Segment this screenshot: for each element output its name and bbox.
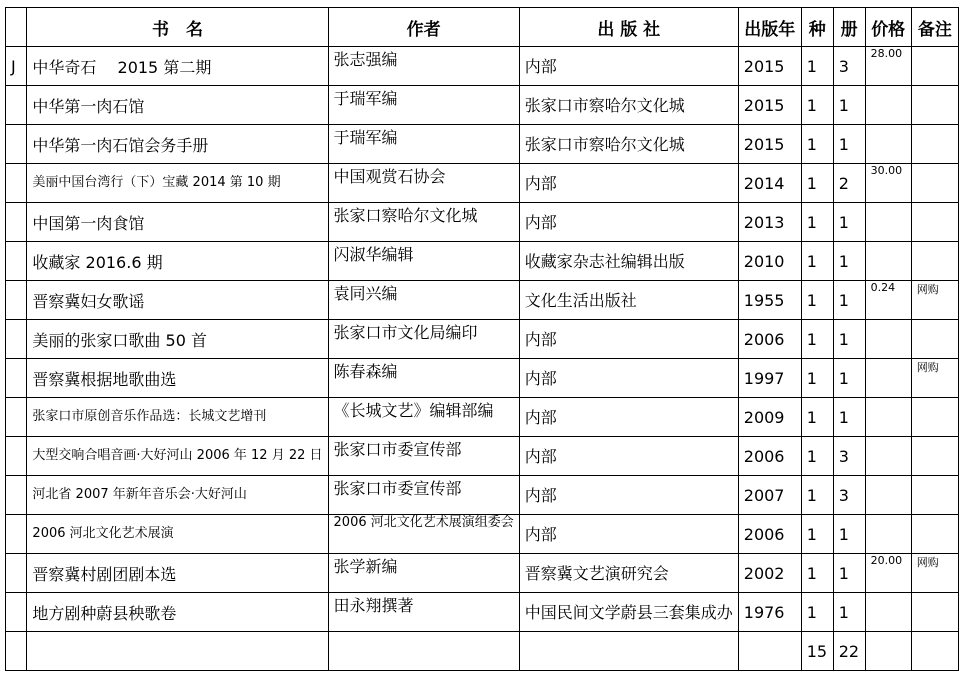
empty-cell <box>328 632 519 671</box>
book-publisher: 张家口市察哈尔文化城 <box>519 125 738 164</box>
book-price <box>865 593 911 632</box>
volume-count: 1 <box>833 515 865 554</box>
book-note <box>911 203 958 242</box>
empty-cell <box>738 632 801 671</box>
kind-count: 1 <box>801 203 833 242</box>
kind-count: 1 <box>801 164 833 203</box>
table-row <box>6 86 959 125</box>
header-row <box>6 8 959 47</box>
book-note <box>911 164 958 203</box>
kind-count: 1 <box>801 437 833 476</box>
table-row <box>6 437 959 476</box>
book-author: 2006 河北文化艺术展演组委会 <box>328 515 519 554</box>
book-price <box>865 515 911 554</box>
header-year: 出版年 <box>738 8 801 47</box>
header-note: 备注 <box>911 8 958 47</box>
book-title: 晋察冀根据地歌曲选 <box>27 359 328 398</box>
book-publisher: 内部 <box>519 398 738 437</box>
book-title: 中华第一肉石馆会务手册 <box>27 125 328 164</box>
book-price <box>865 86 911 125</box>
table-row <box>6 125 959 164</box>
table-row <box>6 320 959 359</box>
book-author: 田永翔撰著 <box>328 593 519 632</box>
book-note: 网购 <box>911 281 958 320</box>
row-index <box>6 203 27 242</box>
kind-count: 1 <box>801 86 833 125</box>
book-publisher: 内部 <box>519 164 738 203</box>
book-note <box>911 593 958 632</box>
table-row <box>6 476 959 515</box>
header-title: 书 名 <box>27 8 328 47</box>
book-price: 28.00 <box>865 47 911 86</box>
table-row <box>6 281 959 320</box>
row-index <box>6 164 27 203</box>
book-publisher: 内部 <box>519 359 738 398</box>
book-publisher: 内部 <box>519 203 738 242</box>
kind-count: 1 <box>801 125 833 164</box>
book-title: 晋察冀村剧团剧本选 <box>27 554 328 593</box>
volume-count: 1 <box>833 554 865 593</box>
book-author: 张家口察哈尔文化城 <box>328 203 519 242</box>
book-author: 《长城文艺》编辑部编 <box>328 398 519 437</box>
book-title: 大型交响合唱音画·大好河山 2006 年 12 月 22 日 <box>27 437 328 476</box>
row-index <box>6 476 27 515</box>
table-row <box>6 515 959 554</box>
book-author: 袁同兴编 <box>328 281 519 320</box>
book-note <box>911 86 958 125</box>
row-index <box>6 125 27 164</box>
table-row <box>6 164 959 203</box>
empty-cell <box>519 632 738 671</box>
book-price <box>865 437 911 476</box>
empty-cell <box>865 632 911 671</box>
book-list-table <box>5 7 959 671</box>
row-index <box>6 86 27 125</box>
volume-count: 3 <box>833 437 865 476</box>
header-kinds: 种 <box>801 8 833 47</box>
book-author: 陈春森编 <box>328 359 519 398</box>
book-author: 于瑞军编 <box>328 86 519 125</box>
row-index <box>6 554 27 593</box>
volume-count: 1 <box>833 398 865 437</box>
publish-year: 2013 <box>738 203 801 242</box>
book-title: 张家口市原创音乐作品选：长城文艺增刊 <box>27 398 328 437</box>
book-price <box>865 398 911 437</box>
volume-count: 1 <box>833 320 865 359</box>
volume-count: 1 <box>833 125 865 164</box>
publish-year: 1976 <box>738 593 801 632</box>
book-publisher: 晋察冀文艺演研究会 <box>519 554 738 593</box>
row-index <box>6 515 27 554</box>
publish-year: 2002 <box>738 554 801 593</box>
kind-count: 1 <box>801 281 833 320</box>
book-price <box>865 320 911 359</box>
header-index <box>6 8 27 47</box>
book-author: 张志强编 <box>328 47 519 86</box>
book-author: 于瑞军编 <box>328 125 519 164</box>
book-price <box>865 476 911 515</box>
book-note <box>911 437 958 476</box>
publish-year: 2015 <box>738 125 801 164</box>
table-row <box>6 593 959 632</box>
row-index: J <box>6 47 27 86</box>
volume-count: 1 <box>833 359 865 398</box>
table-row <box>6 359 959 398</box>
publish-year: 2006 <box>738 437 801 476</box>
book-title: 河北省 2007 年新年音乐会·大好河山 <box>27 476 328 515</box>
book-note <box>911 515 958 554</box>
header-volumes: 册 <box>833 8 865 47</box>
publish-year: 2010 <box>738 242 801 281</box>
kind-count: 1 <box>801 359 833 398</box>
publish-year: 2006 <box>738 515 801 554</box>
empty-cell <box>911 632 958 671</box>
book-publisher: 内部 <box>519 476 738 515</box>
row-index <box>6 437 27 476</box>
book-price: 20.00 <box>865 554 911 593</box>
book-author: 张家口市文化局编印 <box>328 320 519 359</box>
book-price <box>865 203 911 242</box>
book-title: 收藏家 2016.6 期 <box>27 242 328 281</box>
book-note <box>911 398 958 437</box>
book-title: 中国第一肉食馆 <box>27 203 328 242</box>
total-volumes: 22 <box>833 632 865 671</box>
header-price: 价格 <box>865 8 911 47</box>
book-title: 美丽的张家口歌曲 50 首 <box>27 320 328 359</box>
book-author: 张家口市委宣传部 <box>328 476 519 515</box>
book-price <box>865 359 911 398</box>
empty-cell <box>6 632 27 671</box>
publish-year: 1997 <box>738 359 801 398</box>
book-author: 张家口市委宣传部 <box>328 437 519 476</box>
volume-count: 3 <box>833 47 865 86</box>
volume-count: 1 <box>833 203 865 242</box>
volume-count: 1 <box>833 86 865 125</box>
table-row <box>6 398 959 437</box>
publish-year: 2006 <box>738 320 801 359</box>
book-price <box>865 242 911 281</box>
book-author: 中国观赏石协会 <box>328 164 519 203</box>
book-title: 晋察冀妇女歌谣 <box>27 281 328 320</box>
book-title: 中华奇石 2015 第二期 <box>27 47 328 86</box>
header-author: 作者 <box>328 8 519 47</box>
row-index <box>6 359 27 398</box>
total-kinds: 15 <box>801 632 833 671</box>
kind-count: 1 <box>801 554 833 593</box>
book-note <box>911 242 958 281</box>
row-index <box>6 320 27 359</box>
book-note <box>911 47 958 86</box>
empty-cell <box>27 632 328 671</box>
book-publisher: 张家口市察哈尔文化城 <box>519 86 738 125</box>
kind-count: 1 <box>801 242 833 281</box>
book-publisher: 内部 <box>519 437 738 476</box>
kind-count: 1 <box>801 515 833 554</box>
volume-count: 2 <box>833 164 865 203</box>
publish-year: 2009 <box>738 398 801 437</box>
publish-year: 1955 <box>738 281 801 320</box>
book-publisher: 内部 <box>519 47 738 86</box>
book-publisher: 内部 <box>519 320 738 359</box>
table-row <box>6 47 959 86</box>
volume-count: 1 <box>833 281 865 320</box>
row-index <box>6 398 27 437</box>
row-index <box>6 242 27 281</box>
kind-count: 1 <box>801 398 833 437</box>
book-note <box>911 125 958 164</box>
book-price <box>865 125 911 164</box>
volume-count: 1 <box>833 242 865 281</box>
book-note: 网购 <box>911 359 958 398</box>
publish-year: 2007 <box>738 476 801 515</box>
book-price: 0.24 <box>865 281 911 320</box>
row-index <box>6 281 27 320</box>
book-author: 张学新编 <box>328 554 519 593</box>
book-price: 30.00 <box>865 164 911 203</box>
book-note <box>911 476 958 515</box>
book-title: 2006 河北文化艺术展演 <box>27 515 328 554</box>
kind-count: 1 <box>801 593 833 632</box>
kind-count: 1 <box>801 476 833 515</box>
totals-row <box>6 632 959 671</box>
header-publisher: 出 版 社 <box>519 8 738 47</box>
volume-count: 3 <box>833 476 865 515</box>
book-author: 闪淑华编辑 <box>328 242 519 281</box>
table-row <box>6 203 959 242</box>
book-note: 网购 <box>911 554 958 593</box>
table-row <box>6 554 959 593</box>
kind-count: 1 <box>801 47 833 86</box>
table-row <box>6 242 959 281</box>
book-note <box>911 320 958 359</box>
book-publisher: 内部 <box>519 515 738 554</box>
book-publisher: 中国民间文学蔚县三套集成办 <box>519 593 738 632</box>
publish-year: 2015 <box>738 47 801 86</box>
book-publisher: 文化生活出版社 <box>519 281 738 320</box>
kind-count: 1 <box>801 320 833 359</box>
book-title: 美丽中国台湾行（下）宝藏 2014 第 10 期 <box>27 164 328 203</box>
book-publisher: 收藏家杂志社编辑出版 <box>519 242 738 281</box>
book-title: 地方剧种蔚县秧歌卷 <box>27 593 328 632</box>
volume-count: 1 <box>833 593 865 632</box>
publish-year: 2014 <box>738 164 801 203</box>
publish-year: 2015 <box>738 86 801 125</box>
book-title: 中华第一肉石馆 <box>27 86 328 125</box>
row-index <box>6 593 27 632</box>
